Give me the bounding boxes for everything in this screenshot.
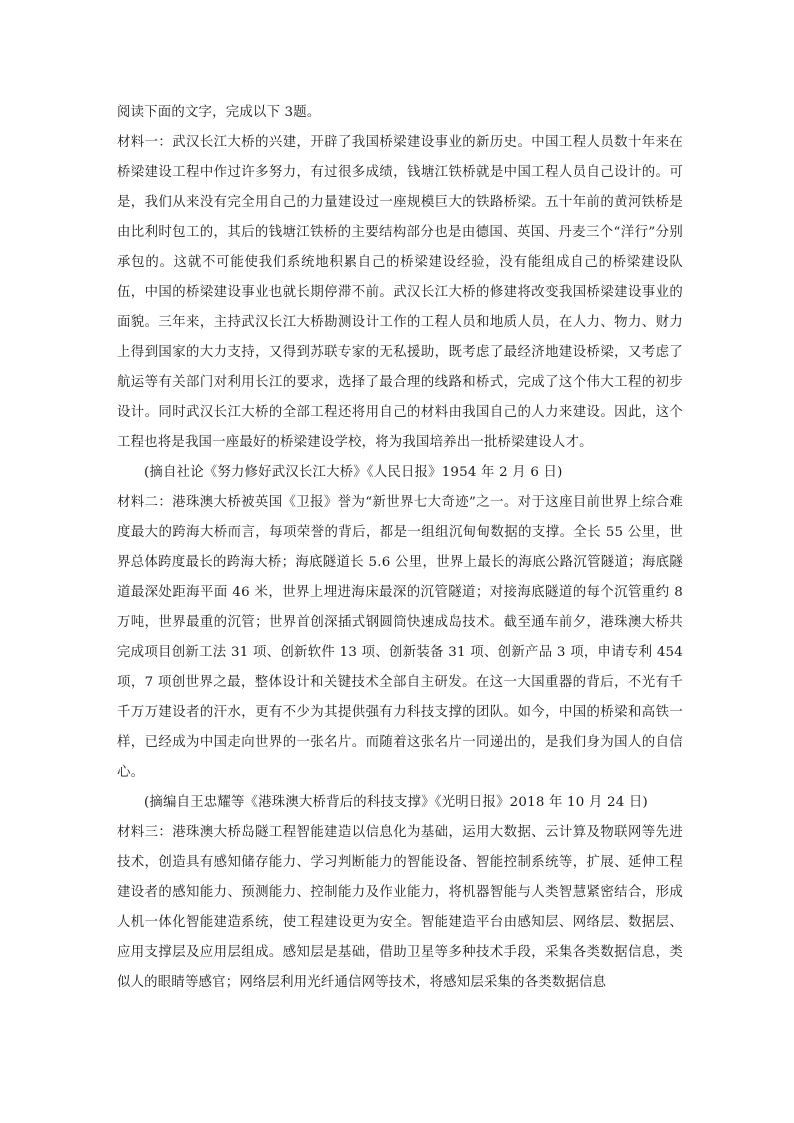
reading-passage (117, 98, 683, 998)
question-intro: 阅读下面的文字，完成以下 3题。 (117, 105, 321, 120)
material-two-source: (摘编自王忠耀等《港珠澳大桥背后的科技支撑》《光明日报》2018 年 10 月 24 日) (144, 795, 648, 810)
material-two-text: 材料二：港珠澳大桥被英国《卫报》誉为“新世界七大奇迹”之一。对于这座目前世界上综合难度最大的跨海大桥而言，每项荣誉的背后，都是一组组沉甸甸数据的支撑。全长 55 公里，世界总体跨度最长的跨海大桥；海底隧道长 5.6 公里，世界上最长的海底公路沉管隧道；海底隧道最深处距海平面 46 米，世界上埋进海床最深的沉管隧道；对接海底隧道的每个沉管重约 8 万吨，世界最重的沉管；世界首创深插式钢圆筒快速成岛技术。截至通车前夕，港珠澳大桥共完成项目创新工法 31 项、创新软件 13 项、创新装备 31 项、创新产品 3 项，申请专利 454 项，7 项创世界之最，整体设计和关键技术全部自主研发。在这一大国重器的背后，不光有千千万万建设者的汗水，更有不少为其提供强有力科技支撑的团队。如今，中国的桥梁和高铁一样，已经成为中国走向世界的一张名片。而随着这张名片一同递出的，是我们身为国人的自信心。 (117, 495, 683, 780)
material-three-text: 材料三：港珠澳大桥岛隧工程智能建造以信息化为基础，运用大数据、云计算及物联网等先进技术，创造具有感知储存能力、学习判断能力的智能设备、智能控制系统等，扩展、延伸工程建设者的感知能力、预测能力、控制能力及作业能力，将机器智能与人类智慧紧密结合，形成人机一体化智能建造系统，使工程建设更为安全。智能建造平台由感知层、网络层、数据层、应用支撑层及应用层组成。感知层是基础，借助卫星等多种技术手段，采集各类数据信息，类似人的眼睛等感官；网络层利用光纤通信网等技术，将感知层采集的各类数据信息 (117, 825, 683, 990)
material-one-text: 材料一：武汉长江大桥的兴建，开辟了我国桥梁建设事业的新历史。中国工程人员数十年来在桥梁建设工程中作过许多努力，有过很多成绩，钱塘江铁桥就是中国工程人员自己设计的。可是，我们从来没有完全用自己的力量建设过一座规模巨大的铁路桥梁。五十年前的黄河铁桥是由比利时包工的，其后的钱塘江铁桥的主要结构部分也是由德国、英国、丹麦三个“洋行”分别承包的。这就不可能使我们系统地积累自己的桥梁建设经验，没有能组成自己的桥梁建设队伍，中国的桥梁建设事业也就长期停滞不前。武汉长江大桥的修建将改变我国桥梁建设事业的面貌。三年来，主持武汉长江大桥勘测设计工作的工程人员和地质人员，在人力、物力、财力上得到国家的大力支持，又得到苏联专家的无私援助，既考虑了最经济地建设桥梁，又考虑了航运等有关部门对利用长江的要求，选择了最合理的线路和桥式，完成了这个伟大工程的初步设计。同时武汉长江大桥的全部工程还将用自己的材料由我国自己的人力来建设。因此，这个工程也将是我国一座最好的桥梁建设学校，将为我国培养出一批桥梁建设人才。 (117, 135, 683, 450)
material-one-source: (摘自社论《努力修好武汉长江大桥》《人民日报》1954 年 2 月 6 日) (144, 465, 563, 480)
